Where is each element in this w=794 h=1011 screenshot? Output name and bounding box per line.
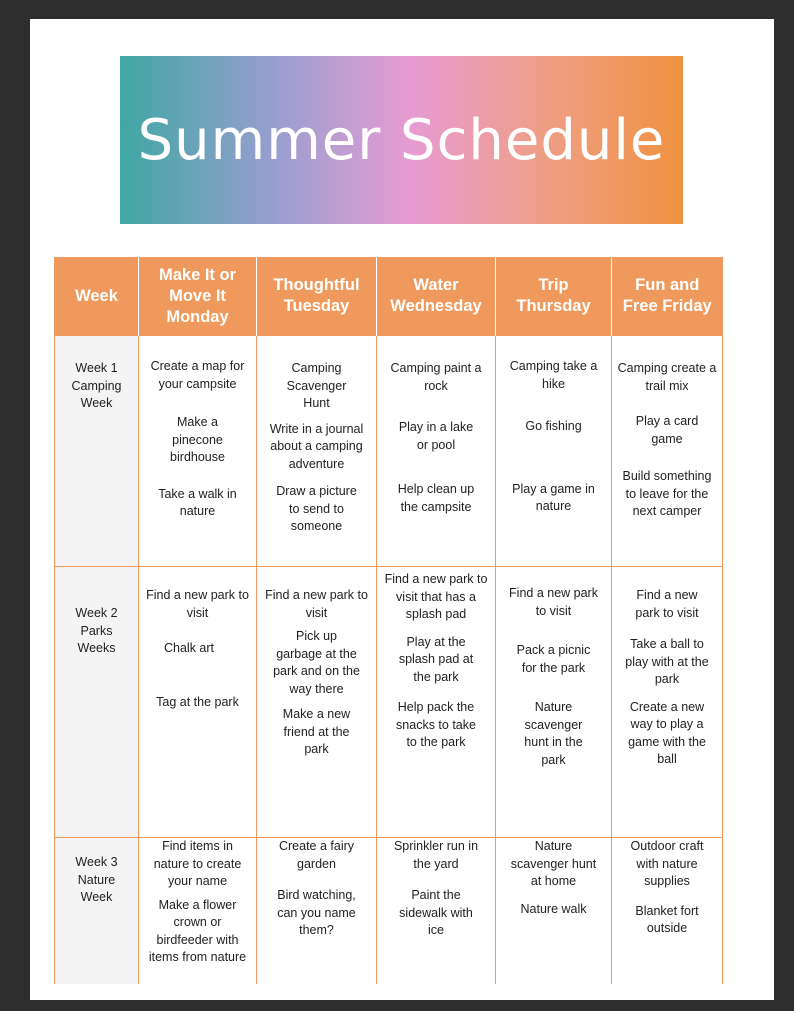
- activity: Paint the sidewalk with ice: [399, 888, 473, 937]
- activity: Camping paint a rock: [390, 361, 482, 393]
- schedule-cell: [139, 838, 257, 985]
- header-friday: Fun and Free Friday: [612, 257, 723, 336]
- week-label: Week 1 Camping Week: [71, 361, 122, 410]
- activity: Play at the splash pad at the park: [398, 634, 474, 684]
- schedule-cell: [257, 567, 377, 838]
- activity: Go fishing: [525, 419, 582, 433]
- activity: Camping Scavenger Hunt: [286, 361, 347, 410]
- activity: Take a walk in nature: [158, 486, 237, 518]
- activity: Make a flower crown or birdfeeder with items from nature: [148, 897, 247, 964]
- week-cell: [55, 567, 139, 838]
- activity: Chalk art: [164, 641, 215, 655]
- schedule-cell: [139, 336, 257, 567]
- activity: Find a new park to visit: [146, 588, 249, 620]
- schedule-table: [54, 257, 723, 984]
- activity: Make a new friend at the park: [282, 707, 351, 756]
- activity: Help clean up the campsite: [397, 482, 475, 514]
- activity: Nature scavenger hunt in the park: [524, 700, 583, 767]
- title-banner: [120, 56, 683, 224]
- activity: Blanket fort outside: [635, 903, 699, 935]
- schedule-cell: [612, 567, 723, 838]
- activity: Write in a journal about a camping adventure: [269, 421, 364, 471]
- activity: Find a new park to visit: [265, 588, 368, 620]
- activity: Find a new park to visit that has a splash pad: [384, 572, 488, 621]
- week-label: Week 3 Nature Week: [75, 855, 118, 904]
- activity: Create a fairy garden: [278, 839, 355, 871]
- schedule-cell: [139, 567, 257, 838]
- week-cell: [55, 336, 139, 567]
- activity: Find a new park to visit: [509, 586, 598, 618]
- activity: Camping create a trail mix: [617, 361, 717, 393]
- activity: Create a map for your campsite: [150, 359, 245, 391]
- activity: Find items in nature to create your name: [153, 839, 242, 888]
- header-thursday: Trip Thursday: [496, 257, 612, 336]
- schedule-page: [30, 19, 774, 1000]
- activity: Draw a picture to send to someone: [276, 484, 357, 533]
- schedule-cell: [377, 336, 496, 567]
- activity: Play in a lake or pool: [398, 420, 474, 452]
- table-row: [55, 838, 723, 985]
- schedule-cell: [377, 567, 496, 838]
- activity: Pick up garbage at the park and on the way there: [273, 629, 360, 696]
- activity: Pack a picnic for the park: [516, 643, 591, 675]
- schedule-cell: [612, 336, 723, 567]
- schedule-cell: [612, 838, 723, 985]
- schedule-cell: [257, 336, 377, 567]
- header-wednesday: Water Wednesday: [377, 257, 496, 336]
- activity: Nature walk: [520, 901, 587, 916]
- header-row: [55, 257, 723, 336]
- activity: Tag at the park: [156, 694, 239, 709]
- table-row: [55, 567, 723, 838]
- activity: Play a card game: [635, 414, 699, 446]
- header-tuesday: Thoughtful Tuesday: [257, 257, 377, 336]
- table-row: [55, 336, 723, 567]
- week-label: Week 2 Parks Weeks: [75, 606, 118, 655]
- header-week: Week: [55, 257, 139, 336]
- activity: Help pack the snacks to take to the park: [396, 700, 476, 749]
- page-title: Summer Schedule: [137, 107, 666, 173]
- header-monday: Make It or Move It Monday: [139, 257, 257, 336]
- schedule-cell: [496, 567, 612, 838]
- activity: Take a ball to play with at the park: [625, 637, 709, 686]
- activity: Outdoor craft with nature supplies: [630, 839, 704, 888]
- schedule-cell: [257, 838, 377, 985]
- activity: Build something to leave for the next camper: [622, 469, 712, 518]
- activity: Bird watching, can you name them?: [277, 888, 356, 937]
- activity: Play a game in nature: [512, 481, 595, 513]
- schedule-cell: [496, 336, 612, 567]
- activity: Create a new way to play a game with the ball: [628, 699, 706, 766]
- schedule-cell: [496, 838, 612, 985]
- activity: Camping take a hike: [509, 359, 598, 391]
- activity: Make a pinecone birdhouse: [170, 415, 225, 464]
- week-cell: [55, 838, 139, 985]
- schedule-cell: [377, 838, 496, 985]
- activity: Sprinkler run in the yard: [393, 839, 479, 871]
- activity: Find a new park to visit: [635, 588, 699, 620]
- activity: Nature scavenger hunt at home: [510, 839, 597, 888]
